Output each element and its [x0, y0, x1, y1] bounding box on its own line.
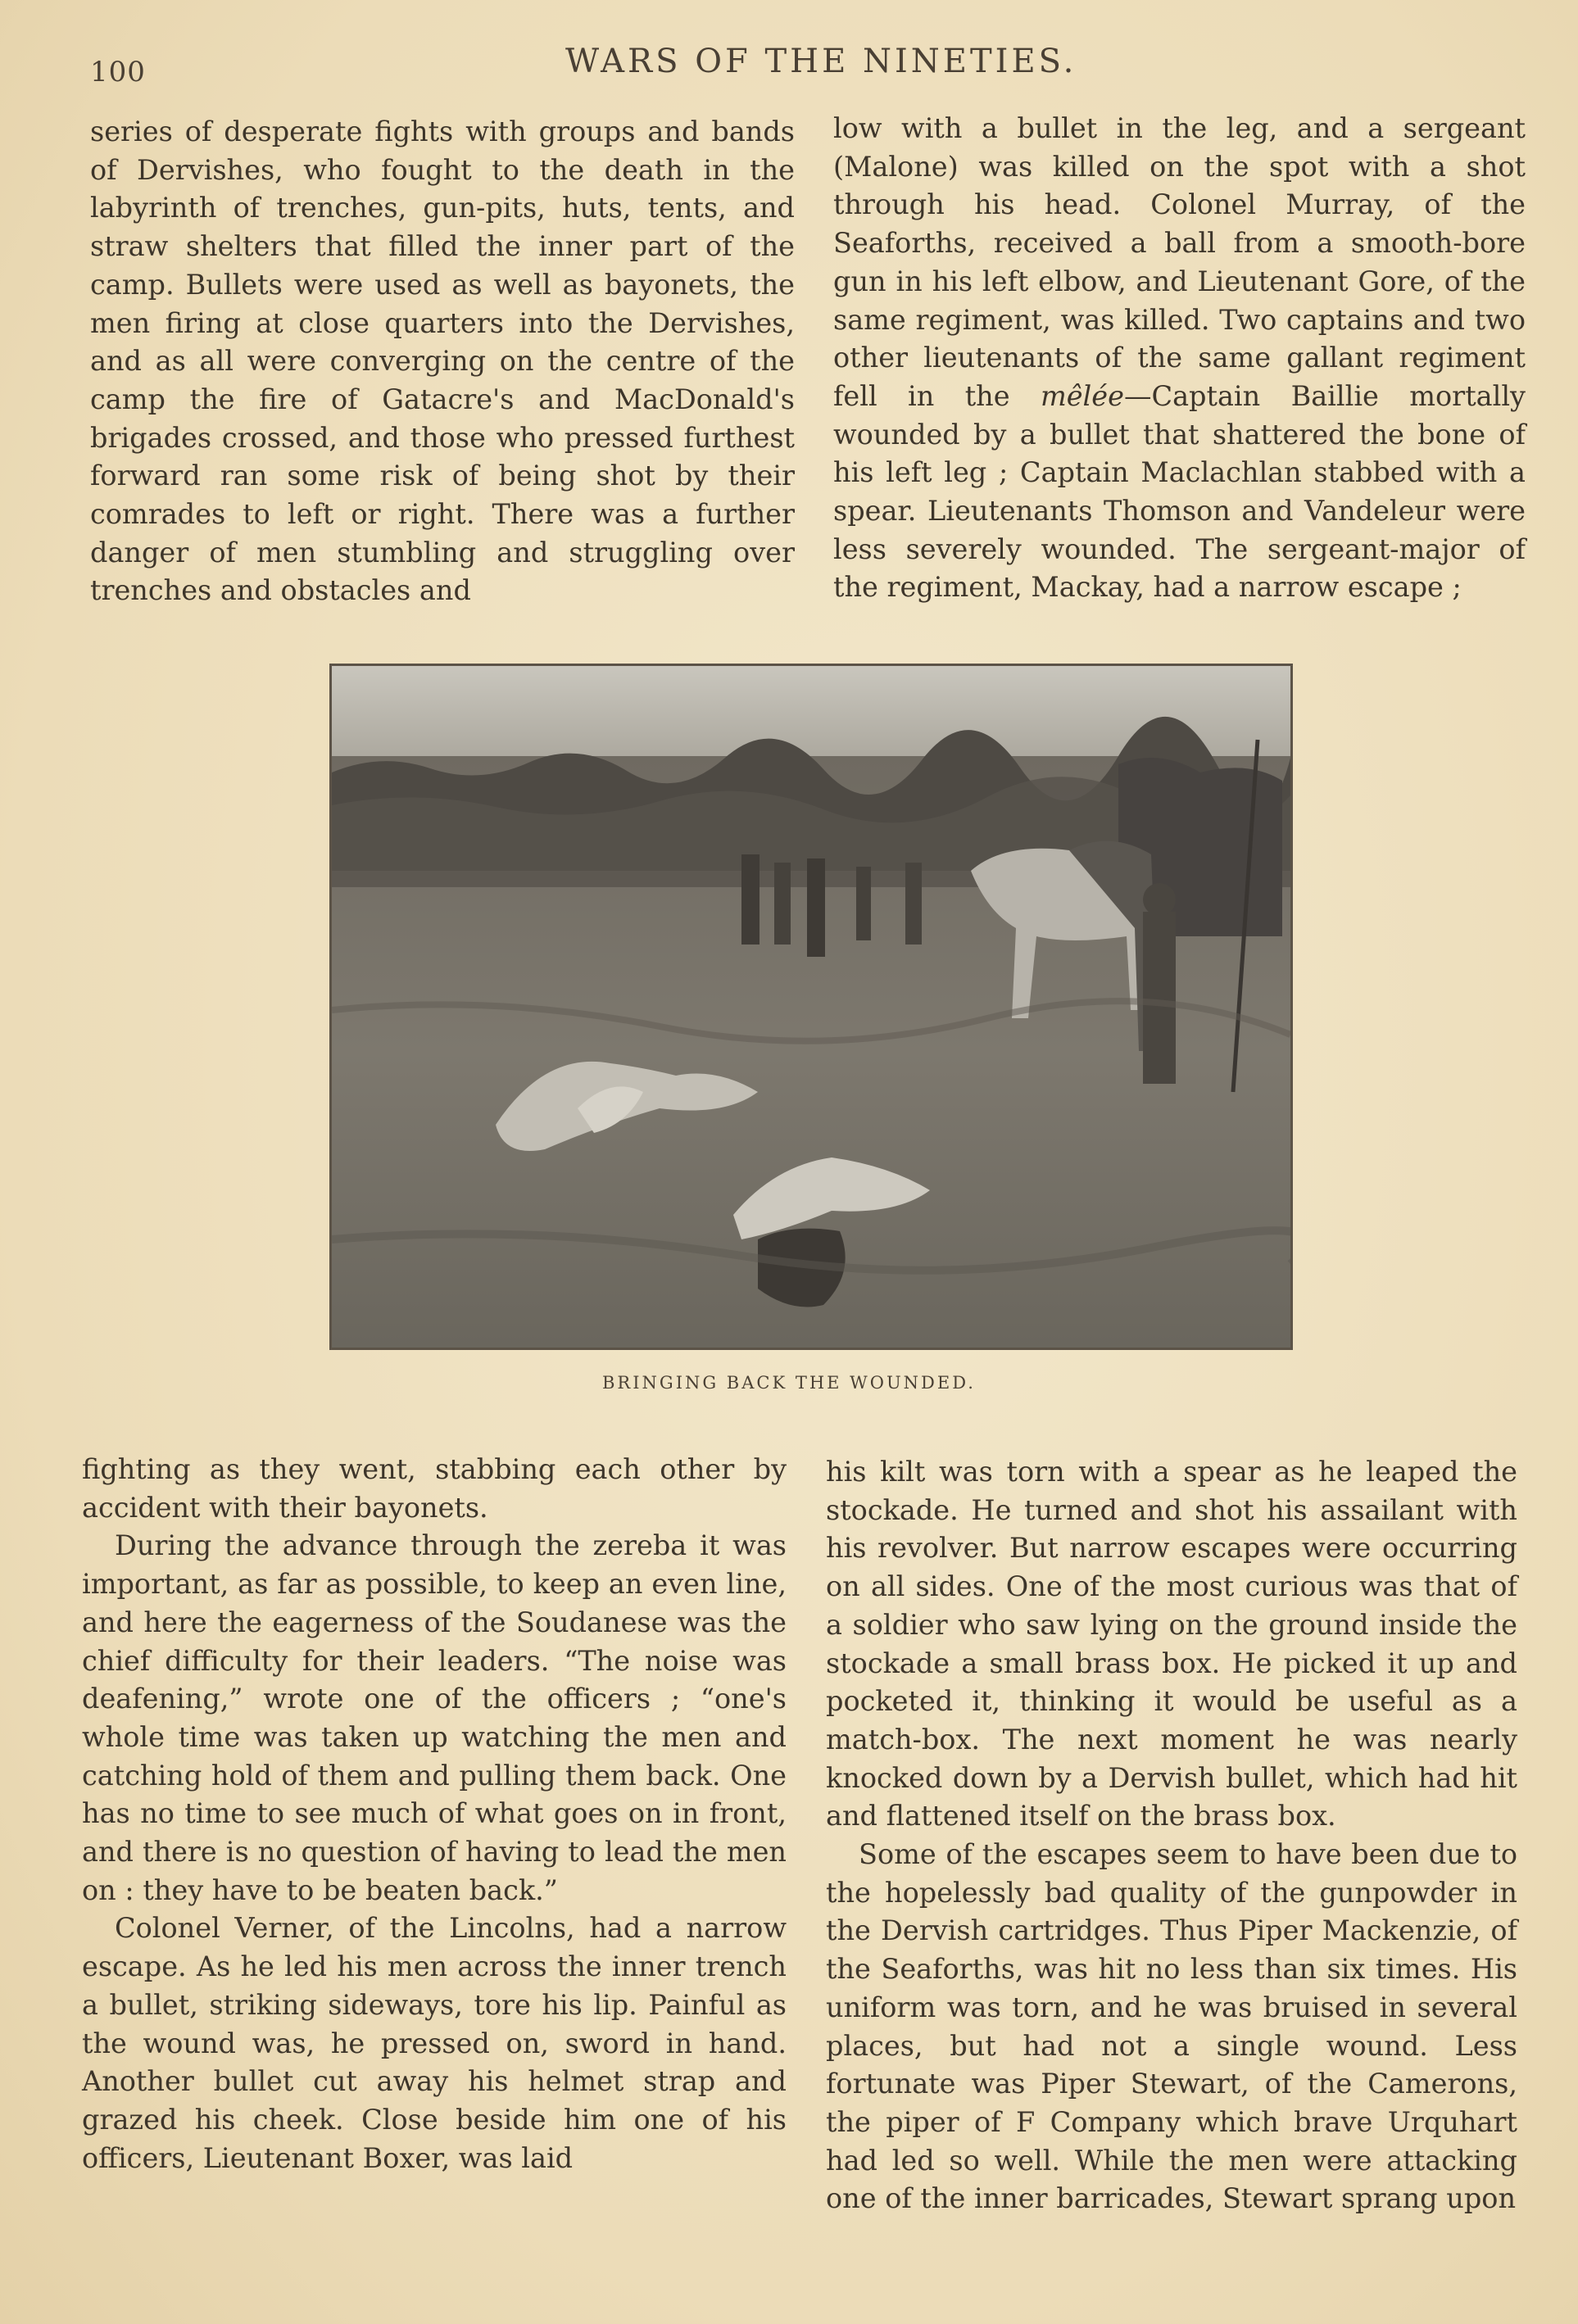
italic-term: mêlée	[1040, 379, 1124, 412]
column-bottom-right	[826, 1453, 1517, 2218]
column-top-right	[833, 110, 1526, 607]
paragraph	[833, 110, 1526, 607]
photograph	[329, 664, 1293, 1350]
column-top-left	[90, 113, 795, 610]
paragraph: series of desperate fights with groups and bands of Dervishes, who fought to the death in the labyrinth of trenches, gun-pits, huts, tents, and straw shelters that filled the inner part of the camp. Bullets were used as well as bayonets, the men firing at close quarters into the Dervishes, and as all were converging on the centre of the camp the fire of Gatacre's and MacDonald's brigades crossed, and those who pressed furthest forward ran some risk of being shot by their comrades to left or right. There was a further danger of men stumbling and struggling over trenches and obstacles and	[90, 116, 795, 607]
text-run: —Captain Baillie mortally wounded by a bullet that shattered the bone of his left leg ; Captain Maclachlan stabbed with a spear. Lieutenants Thomson and Vandeleur were less severely wounded. The sergeant-major of the regiment, Mackay, had a narrow escape ;	[833, 379, 1526, 604]
paragraph: his kilt was torn with a spear as he leaped the stockade. He turned and shot his assailant with his revolver. But narrow escapes were occurring on all sides. One of the most curious was that of a soldier who saw lying on the ground inside the stockade a small brass box. He picked it up and pocketed it, thinking it would be useful as a match-box. The next moment he was nearly knocked down by a Dervish bullet, which had hit and flattened itself on the brass box.	[826, 1456, 1517, 1832]
paragraph: Colonel Verner, of the Lincolns, had a narrow escape. As he led his men across the inner trench a bullet, striking sideways, tore his lip. Painful as the wound was, he pressed on, sword in hand. Another bullet cut away his helmet strap and grazed his cheek. Close beside him one of his officers, Lieutenant Boxer, was laid	[82, 1912, 787, 2174]
page-number: 100	[90, 56, 146, 88]
column-bottom-left	[82, 1451, 787, 2177]
paragraph: During the advance through the zereba it was important, as far as possible, to keep an even line, and here the eagerness of the Soudanese was the chief difficulty for their leaders. “The noise was deafening,” wrote one of the officers ; “one's whole time was taken up watching the men and catching hold of them and pulling them back. One has no time to see much of what goes on in front, and there is no question of having to lead the men on : they have to be beaten back.”	[82, 1529, 787, 1906]
paragraph: Some of the escapes seem to have been due to the hopelessly bad quality of the gunpowder in the Dervish cartridges. Thus Piper Mackenzie, of the Seaforths, was hit no less than six times. His uniform was torn, and he was bruised in several places, but had not a single wound. Less fortunate was Piper Stewart, of the Camerons, the piper of F Company which brave Urquhart had led so well. While the men were attacking one of the inner barricades, Stewart sprang upon	[826, 1838, 1517, 2215]
figure-caption: BRINGING BACK THE WOUNDED.	[602, 1373, 976, 1393]
text-run: low with a bullet in the leg, and a sergeant (Malone) was killed on the spot with a shot through his head. Colonel Murray, of the Seaforths, received a ball from a smooth-bore gun in his left elbow, and Lieutenant Gore, of the same regiment, was killed. Two captains and two other lieutenants of the same gallant regiment fell in the	[833, 112, 1526, 412]
paragraph: fighting as they went, stabbing each other by accident with their bayonets.	[82, 1453, 787, 1524]
running-head: WARS OF THE NINETIES.	[565, 43, 1077, 80]
photograph-illustration	[332, 666, 1290, 1348]
